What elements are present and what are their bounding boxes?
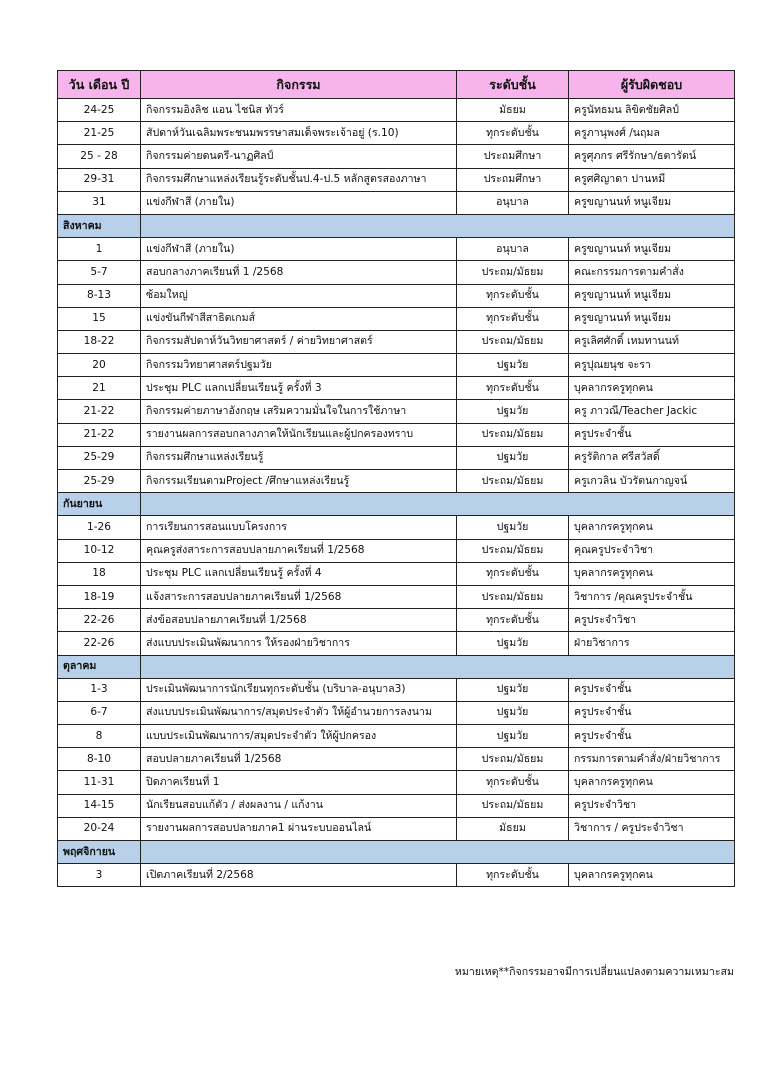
header-activity: กิจกรรม bbox=[141, 71, 457, 99]
responsible-cell: ครูขญานนท์ หนูเจียม bbox=[569, 307, 735, 330]
activity-cell: กิจกรรมศึกษาแหล่งเรียนรู้ bbox=[141, 446, 457, 469]
table-row bbox=[58, 632, 735, 655]
table-row bbox=[58, 307, 735, 330]
activity-schedule-table bbox=[57, 70, 735, 887]
responsible-cell: กรรมการตามคำสั่ง/ฝ่ายวิชาการ bbox=[569, 748, 735, 771]
responsible-cell: บุคลากรครูทุกคน bbox=[569, 562, 735, 585]
activity-cell: คุณครูส่งสาระการสอบปลายภาคเรียนที่ 1/2568 bbox=[141, 539, 457, 562]
activity-cell: ส่งแบบประเมินพัฒนาการ/สมุดประจำตัว ให้ผู้อำนวยการลงนาม bbox=[141, 701, 457, 724]
activity-cell: ประชุม PLC แลกเปลี่ยนเรียนรู้ ครั้งที่ 4 bbox=[141, 562, 457, 585]
date-cell: 18 bbox=[58, 562, 141, 585]
level-cell: ทุกระดับชั้น bbox=[457, 609, 569, 632]
responsible-cell: บุคลากรครูทุกคน bbox=[569, 864, 735, 887]
header-date: วัน เดือน ปี bbox=[58, 71, 141, 99]
table-row bbox=[58, 423, 735, 446]
table-row bbox=[58, 817, 735, 840]
date-cell: 8 bbox=[58, 725, 141, 748]
table-row bbox=[58, 168, 735, 191]
table-row bbox=[58, 191, 735, 214]
level-cell: ทุกระดับชั้น bbox=[457, 771, 569, 794]
table-row bbox=[58, 516, 735, 539]
responsible-cell: ครูรัติกาล ศรีสวัสดิ์ bbox=[569, 446, 735, 469]
table-row bbox=[58, 562, 735, 585]
date-cell: 10-12 bbox=[58, 539, 141, 562]
responsible-cell: ครูประจำวิชา bbox=[569, 794, 735, 817]
date-cell: 1 bbox=[58, 238, 141, 261]
table-row bbox=[58, 400, 735, 423]
activity-cell: แข่งกีฬาสี (ภายใน) bbox=[141, 191, 457, 214]
activity-cell: แข่งขันกีฬาสีสาธิตเกมส์ bbox=[141, 307, 457, 330]
level-cell: ประถม/มัธยม bbox=[457, 748, 569, 771]
month-row bbox=[58, 841, 735, 864]
table-row bbox=[58, 261, 735, 284]
table-row bbox=[58, 377, 735, 400]
date-cell: 21-22 bbox=[58, 400, 141, 423]
level-cell: อนุบาล bbox=[457, 191, 569, 214]
date-cell: 25-29 bbox=[58, 470, 141, 493]
table-row bbox=[58, 446, 735, 469]
level-cell: ทุกระดับชั้น bbox=[457, 864, 569, 887]
date-cell: 24-25 bbox=[58, 99, 141, 122]
header-level: ระดับชั้น bbox=[457, 71, 569, 99]
activity-cell: กิจกรรมศึกษาแหล่งเรียนรู้ระดับชั้นป.4-ป.5 หลักสูตรสองภาษา bbox=[141, 168, 457, 191]
month-label: กันยายน bbox=[58, 493, 141, 516]
responsible-cell: ครูขญานนท์ หนูเจียม bbox=[569, 191, 735, 214]
level-cell: ทุกระดับชั้น bbox=[457, 377, 569, 400]
table-row bbox=[58, 284, 735, 307]
level-cell: ประถม/มัธยม bbox=[457, 470, 569, 493]
date-cell: 8-13 bbox=[58, 284, 141, 307]
activity-cell: ประชุม PLC แลกเปลี่ยนเรียนรู้ ครั้งที่ 3 bbox=[141, 377, 457, 400]
date-cell: 6-7 bbox=[58, 701, 141, 724]
activity-cell: รายงานผลการสอบปลายภาค1 ผ่านระบบออนไลน์ bbox=[141, 817, 457, 840]
date-cell: 3 bbox=[58, 864, 141, 887]
table-row bbox=[58, 678, 735, 701]
level-cell: ปฐมวัย bbox=[457, 516, 569, 539]
responsible-cell: วิชาการ / ครูประจำวิชา bbox=[569, 817, 735, 840]
responsible-cell: ฝ่ายวิชาการ bbox=[569, 632, 735, 655]
date-cell: 8-10 bbox=[58, 748, 141, 771]
responsible-cell: ครูเกวลิน บัวรัตนกาญจน์ bbox=[569, 470, 735, 493]
responsible-cell: ครูปุณยนุช จะรา bbox=[569, 354, 735, 377]
responsible-cell: ครูประจำชั้น bbox=[569, 701, 735, 724]
level-cell: ปฐมวัย bbox=[457, 400, 569, 423]
month-fill bbox=[141, 214, 735, 237]
table-body bbox=[58, 99, 735, 887]
activity-cell: สอบกลางภาคเรียนที่ 1 /2568 bbox=[141, 261, 457, 284]
responsible-cell: ครูประจำชั้น bbox=[569, 725, 735, 748]
level-cell: ประถม/มัธยม bbox=[457, 261, 569, 284]
footnote: หมายเหตุ**กิจกรรมอาจมีการเปลี่ยนแปลงตามความเหมาะสม bbox=[454, 966, 734, 978]
date-cell: 15 bbox=[58, 307, 141, 330]
table-row bbox=[58, 701, 735, 724]
level-cell: ประถมศึกษา bbox=[457, 145, 569, 168]
responsible-cell: คุณครูประจำวิชา bbox=[569, 539, 735, 562]
date-cell: 29-31 bbox=[58, 168, 141, 191]
activity-cell: ปิดภาคเรียนที่ 1 bbox=[141, 771, 457, 794]
table-row bbox=[58, 99, 735, 122]
activity-cell: แบบประเมินพัฒนาการ/สมุดประจำตัว ให้ผู้ปกครอง bbox=[141, 725, 457, 748]
table-row bbox=[58, 470, 735, 493]
responsible-cell: ครูประจำชั้น bbox=[569, 423, 735, 446]
responsible-cell: ครูศศิญาดา ปานหมี bbox=[569, 168, 735, 191]
table-row bbox=[58, 585, 735, 608]
level-cell: ปฐมวัย bbox=[457, 446, 569, 469]
level-cell: ทุกระดับชั้น bbox=[457, 284, 569, 307]
date-cell: 21 bbox=[58, 377, 141, 400]
date-cell: 21-25 bbox=[58, 122, 141, 145]
table-row bbox=[58, 748, 735, 771]
responsible-cell: คณะกรรมการตามคำสั่ง bbox=[569, 261, 735, 284]
level-cell: อนุบาล bbox=[457, 238, 569, 261]
responsible-cell: ครูประจำชั้น bbox=[569, 678, 735, 701]
responsible-cell: ครูนัทธมน ลิขิตชัยศิลป์ bbox=[569, 99, 735, 122]
month-fill bbox=[141, 841, 735, 864]
header-responsible: ผู้รับผิดชอบ bbox=[569, 71, 735, 99]
activity-cell: กิจกรรมสัปดาห์วันวิทยาศาสตร์ / ค่ายวิทยาศาสตร์ bbox=[141, 330, 457, 353]
date-cell: 18-19 bbox=[58, 585, 141, 608]
activity-cell: รายงานผลการสอบกลางภาคให้นักเรียนและผู้ปกครองทราบ bbox=[141, 423, 457, 446]
activity-cell: กิจกรรมวิทยาศาสตร์ปฐมวัย bbox=[141, 354, 457, 377]
table-header-row bbox=[58, 71, 735, 99]
month-label: สิงหาคม bbox=[58, 214, 141, 237]
date-cell: 14-15 bbox=[58, 794, 141, 817]
month-label: พฤศจิกายน bbox=[58, 841, 141, 864]
date-cell: 22-26 bbox=[58, 609, 141, 632]
level-cell: ประถม/มัธยม bbox=[457, 794, 569, 817]
activity-cell: กิจกรรมเรียนตามProject /ศึกษาแหล่งเรียนรู้ bbox=[141, 470, 457, 493]
responsible-cell: บุคลากรครูทุกคน bbox=[569, 377, 735, 400]
responsible-cell: วิชาการ /คุณครูประจำชั้น bbox=[569, 585, 735, 608]
level-cell: ทุกระดับชั้น bbox=[457, 307, 569, 330]
responsible-cell: ครูศุภกร ศรีรักษา/ธตารัตน์ bbox=[569, 145, 735, 168]
responsible-cell: ครูภานุพงศ์ /นฤมล bbox=[569, 122, 735, 145]
table-row bbox=[58, 145, 735, 168]
level-cell: ปฐมวัย bbox=[457, 354, 569, 377]
level-cell: ประถมศึกษา bbox=[457, 168, 569, 191]
date-cell: 18-22 bbox=[58, 330, 141, 353]
table-row bbox=[58, 238, 735, 261]
level-cell: มัธยม bbox=[457, 817, 569, 840]
month-label: ตุลาคม bbox=[58, 655, 141, 678]
activity-cell: กิจกรรมค่ายภาษาอังกฤษ เสริมความมั่นใจในการใช้ภาษา bbox=[141, 400, 457, 423]
responsible-cell: บุคลากรครูทุกคน bbox=[569, 516, 735, 539]
level-cell: ปฐมวัย bbox=[457, 678, 569, 701]
responsible-cell: บุคลากรครูทุกคน bbox=[569, 771, 735, 794]
level-cell: ประถม/มัธยม bbox=[457, 539, 569, 562]
responsible-cell: ครูประจำวิชา bbox=[569, 609, 735, 632]
activity-cell: ส่งข้อสอบปลายภาคเรียนที่ 1/2568 bbox=[141, 609, 457, 632]
date-cell: 11-31 bbox=[58, 771, 141, 794]
activity-cell: เปิดภาคเรียนที่ 2/2568 bbox=[141, 864, 457, 887]
activity-cell: กิจกรรมค่ายดนตรี-นาฏศิลป์ bbox=[141, 145, 457, 168]
activity-cell: นักเรียนสอบแก้ตัว / ส่งผลงาน / แก้งาน bbox=[141, 794, 457, 817]
date-cell: 21-22 bbox=[58, 423, 141, 446]
level-cell: ประถม/มัธยม bbox=[457, 585, 569, 608]
responsible-cell: ครูขญานนท์ หนูเจียม bbox=[569, 238, 735, 261]
month-row bbox=[58, 493, 735, 516]
activity-cell: แจ้งสาระการสอบปลายภาคเรียนที่ 1/2568 bbox=[141, 585, 457, 608]
activity-cell: ส่งแบบประเมินพัฒนาการ ให้รองฝ่ายวิชาการ bbox=[141, 632, 457, 655]
table-row bbox=[58, 330, 735, 353]
level-cell: ปฐมวัย bbox=[457, 632, 569, 655]
level-cell: ประถม/มัธยม bbox=[457, 423, 569, 446]
activity-cell: สัปดาห์วันเฉลิมพระชนมพรรษาสมเด็จพระเจ้าอยู่ (ร.10) bbox=[141, 122, 457, 145]
table-row bbox=[58, 354, 735, 377]
month-row bbox=[58, 655, 735, 678]
activity-cell: การเรียนการสอนแบบโครงการ bbox=[141, 516, 457, 539]
activity-cell: ซ้อมใหญ่ bbox=[141, 284, 457, 307]
month-fill bbox=[141, 655, 735, 678]
level-cell: ปฐมวัย bbox=[457, 725, 569, 748]
date-cell: 20-24 bbox=[58, 817, 141, 840]
activity-cell: ประเมินพัฒนาการนักเรียนทุกระดับชั้น (บริบาล-อนุบาล3) bbox=[141, 678, 457, 701]
responsible-cell: ครูขญานนท์ หนูเจียม bbox=[569, 284, 735, 307]
level-cell: ประถม/มัธยม bbox=[457, 330, 569, 353]
level-cell: มัธยม bbox=[457, 99, 569, 122]
table-row bbox=[58, 725, 735, 748]
date-cell: 31 bbox=[58, 191, 141, 214]
table-row bbox=[58, 771, 735, 794]
date-cell: 25 - 28 bbox=[58, 145, 141, 168]
date-cell: 5-7 bbox=[58, 261, 141, 284]
level-cell: ทุกระดับชั้น bbox=[457, 562, 569, 585]
level-cell: ปฐมวัย bbox=[457, 701, 569, 724]
responsible-cell: ครู ภาวณี/Teacher Jackic bbox=[569, 400, 735, 423]
activity-cell: สอบปลายภาคเรียนที่ 1/2568 bbox=[141, 748, 457, 771]
month-fill bbox=[141, 493, 735, 516]
activity-cell: แข่งกีฬาสี (ภายใน) bbox=[141, 238, 457, 261]
month-row bbox=[58, 214, 735, 237]
table-row bbox=[58, 122, 735, 145]
table-row bbox=[58, 794, 735, 817]
table-row bbox=[58, 539, 735, 562]
table-row bbox=[58, 864, 735, 887]
level-cell: ทุกระดับชั้น bbox=[457, 122, 569, 145]
date-cell: 1-3 bbox=[58, 678, 141, 701]
activity-cell: กิจกรรมอิงลิช แอน ไชนิส ทัวร์ bbox=[141, 99, 457, 122]
date-cell: 1-26 bbox=[58, 516, 141, 539]
responsible-cell: ครูเลิศศักดิ์ เหมทานนท์ bbox=[569, 330, 735, 353]
table-row bbox=[58, 609, 735, 632]
schedule-page bbox=[57, 70, 734, 887]
date-cell: 20 bbox=[58, 354, 141, 377]
date-cell: 22-26 bbox=[58, 632, 141, 655]
date-cell: 25-29 bbox=[58, 446, 141, 469]
